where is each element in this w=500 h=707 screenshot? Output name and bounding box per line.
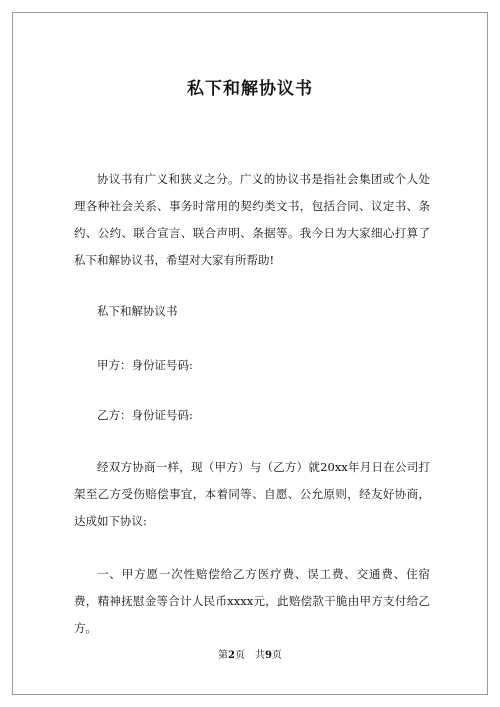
intro-paragraph: 协议书有广义和狭义之分。广义的协议书是指社会集团或个人处理各种社会关系、事务时常用的契约类文书，包括合同、议定书、条约、公约、联合宣言、联合声明、条据等。我今日为大家细心打算了私下和解协议书，希望对大家有所帮助! <box>74 172 430 267</box>
document-title: 私下和解协议书 <box>187 79 313 99</box>
clause-1-paragraph: 一、甲方愿一次性赔偿给乙方医疗费、误工费、交通费、住宿费，精神抚慰金等合计人民币xxxx元，此赔偿款干脆由甲方支付给乙方。 <box>74 567 430 635</box>
subtitle-line: 私下和解协议书 <box>97 304 178 318</box>
party-b-line: 乙方：身份证号码: <box>97 408 193 422</box>
page-suffix: 页 <box>271 650 282 661</box>
page-mid: 页 共 <box>235 650 265 661</box>
page-prefix: 第 <box>218 650 229 661</box>
agreement-paragraph: 经双方协商一样，现（甲方）与（乙方）就20xx年月日在公司打架至乙方受伤赔偿事宜，本着同等、自愿、公允原则，经友好协商，达成如下协议: <box>74 460 430 528</box>
current-page: 2 <box>228 650 235 661</box>
party-a-line: 甲方：身份证号码: <box>97 358 193 372</box>
total-pages: 9 <box>265 650 272 661</box>
page-number <box>0 646 500 661</box>
